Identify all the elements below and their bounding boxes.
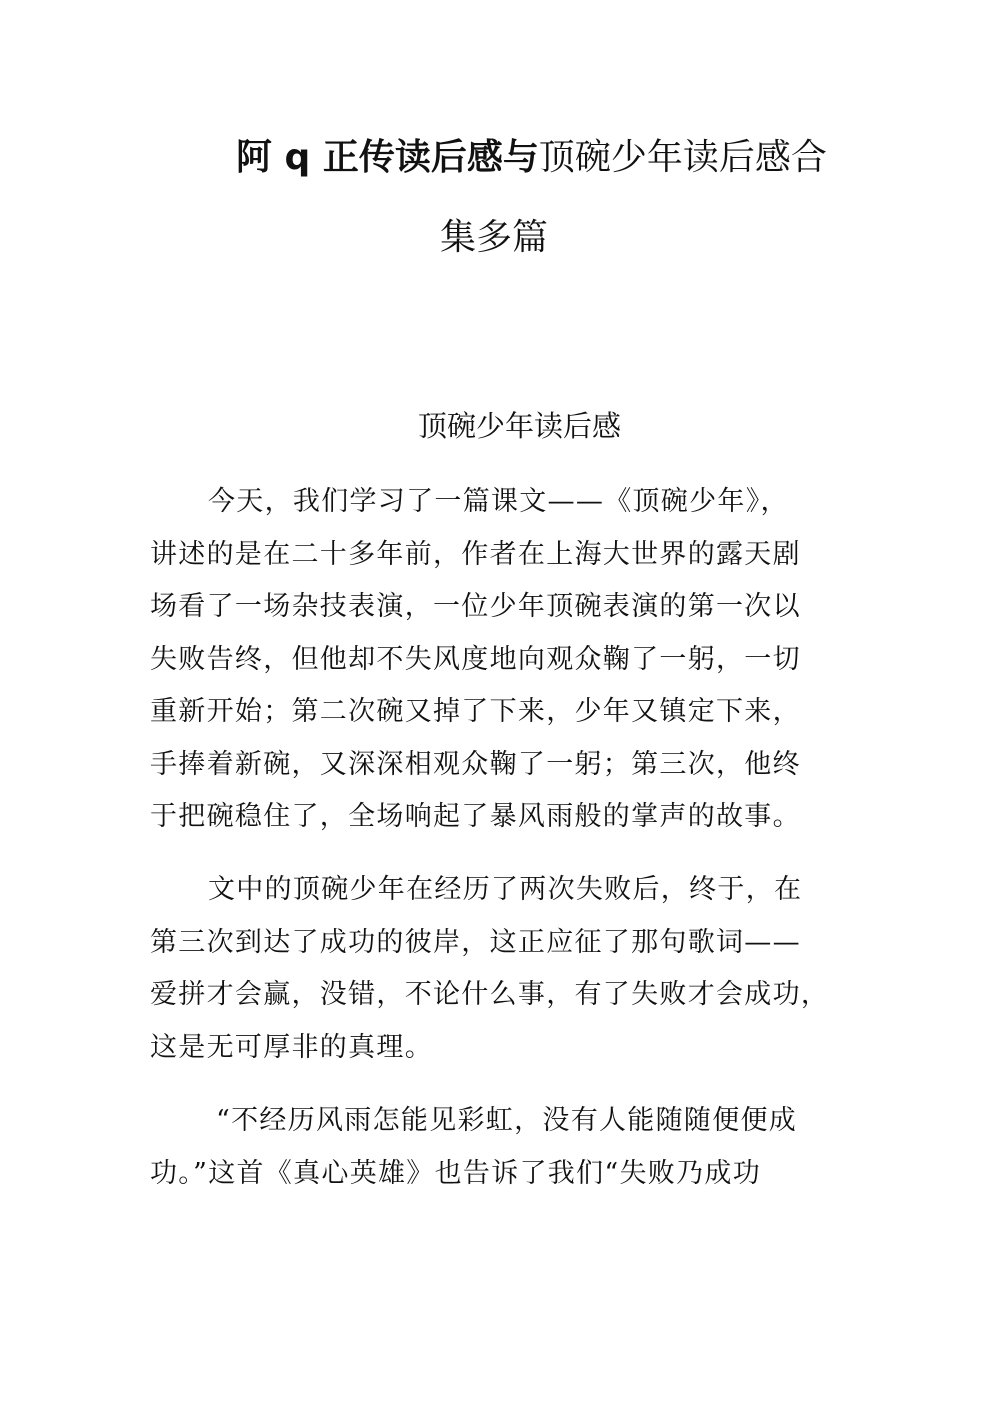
section-heading: 顶碗少年读后感 <box>418 409 622 443</box>
paragraph-line: 失败告终，但他却不失风度地向观众鞠了一躬，一切 <box>150 643 801 675</box>
paragraph-line: 重新开始；第二次碗又掉了下来，少年又镇定下来， <box>150 696 801 727</box>
document-title-line-1 <box>236 138 827 178</box>
paragraph-line: “不经历风雨怎能见彩虹，没有人能随随便便成 <box>216 1105 798 1136</box>
document-title-line-2: 集多篇 <box>440 217 549 258</box>
document-title-bold-part: 阿 q 正传读后感与 <box>236 137 539 178</box>
paragraph-line: 讲述的是在二十多年前，作者在上海大世界的露天剧 <box>150 538 801 570</box>
paragraph-line: 第三次到达了成功的彼岸，这正应征了那句歌词—— <box>150 926 801 958</box>
paragraph-line: 这是无可厚非的真理。 <box>150 1031 433 1063</box>
paragraph-line: 场看了一场杂技表演，一位少年顶碗表演的第一次以 <box>150 591 801 622</box>
document-title-regular-part: 顶碗少年读后感合 <box>538 137 827 178</box>
paragraph-line: 文中的顶碗少年在经历了两次失败后，终于，在 <box>208 874 803 905</box>
paragraph-1 <box>150 476 860 844</box>
paragraph-3 <box>150 1095 860 1200</box>
paragraph-line: 爱拼才会赢，没错，不论什么事，有了失败才会成功， <box>150 979 830 1010</box>
paragraph-line: 于把碗稳住了，全场响起了暴风雨般的掌声的故事。 <box>150 801 801 832</box>
paragraph-line: 功。”这首《真心英雄》也告诉了我们“失败乃成功 <box>150 1157 762 1189</box>
paragraph-line: 今天，我们学习了一篇课文——《顶碗少年》， <box>208 486 789 517</box>
paragraph-2 <box>150 864 860 1074</box>
paragraph-line: 手捧着新碗，又深深相观众鞠了一躬；第三次，他终 <box>150 748 801 780</box>
